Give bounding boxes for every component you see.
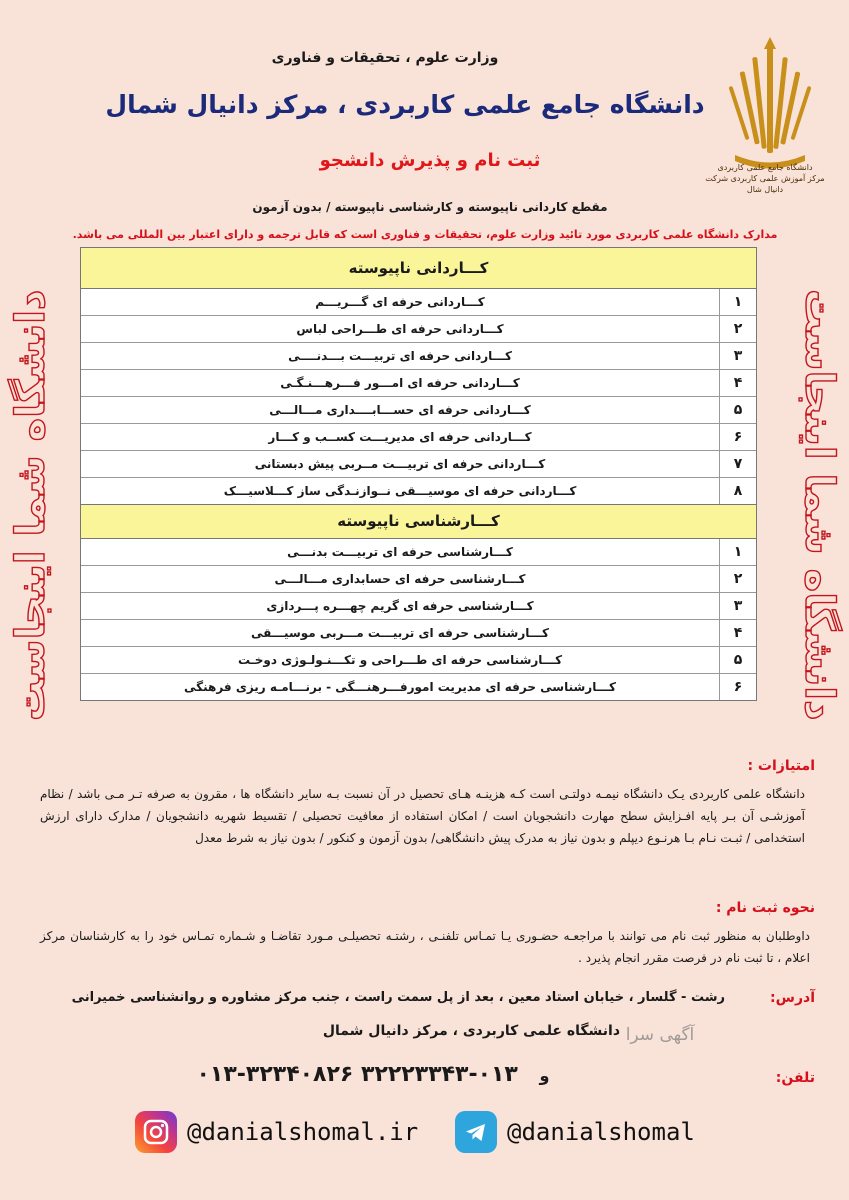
course-name: کـــارشناسی حرفه ای تربیـــت مـــربی موسیـــقی xyxy=(250,626,550,640)
table-row xyxy=(81,539,756,566)
bachelor-rows xyxy=(81,539,756,700)
table-row xyxy=(81,620,756,647)
row-number: ۴ xyxy=(719,620,756,646)
table-row xyxy=(81,289,756,316)
row-number: ۴ xyxy=(719,370,756,396)
phone-label: تلفن: xyxy=(775,1070,815,1086)
course-name: کـــارشناسی حرفه ای تربیـــت بدنـــی xyxy=(287,545,513,559)
instagram-icon xyxy=(135,1111,177,1153)
registration-method-text: داوطلبان به منظور ثبت نام می توانند با مراجعـه حضـوری یـا تمـاس تلفنـی ، رشتـه تحصیلـی مـورد تقاضـا و شـماره تمـاس خود را به کارشناسان مرکز اعلام ، تا ثبت نام در فرصت مقرر انجام پذیرد . xyxy=(40,929,810,965)
address-line2: دانشگاه علمی کاربردی ، مرکز دانیال شمال xyxy=(322,1023,620,1039)
course-name: کـــاردانی حرفه ای طـــراحی لباس xyxy=(296,322,504,336)
advantages-heading: امتیازات : xyxy=(747,758,815,774)
university-title: دانشگاه جامع علمی کاربردی ، مرکز دانیال شمال xyxy=(105,90,705,119)
row-number: ۱ xyxy=(719,289,756,315)
row-number: ۸ xyxy=(719,478,756,504)
row-number: ۳ xyxy=(719,343,756,369)
table-row xyxy=(81,566,756,593)
course-name: کـــاردانی حرفه ای امـــور فـــرهـــنـگـی xyxy=(280,376,520,390)
row-number: ۱ xyxy=(719,539,756,565)
phone-and: و xyxy=(539,1066,550,1085)
logo-caption xyxy=(705,162,825,195)
telegram-handle: @danialshomal xyxy=(507,1118,695,1146)
table-row xyxy=(81,370,756,397)
table-row xyxy=(81,593,756,620)
course-name: کـــارشناسی حرفه ای گریم چهـــره پـــردازی xyxy=(266,599,534,613)
course-name: کـــارشناسی حرفه ای حسابداری مـــالـــی xyxy=(274,572,526,586)
row-number: ۳ xyxy=(719,593,756,619)
row-number: ۷ xyxy=(719,451,756,477)
row-number: ۶ xyxy=(719,424,756,450)
course-name: کـــاردانی حرفه ای حســـابــــداری مـــالـــی xyxy=(269,403,531,417)
course-name: کـــاردانی حرفه ای گـــریـــم xyxy=(315,295,485,309)
side-slogan-right: دانشگاه شما اینجاست xyxy=(796,289,842,721)
table-row xyxy=(81,424,756,451)
row-number: ۶ xyxy=(719,674,756,700)
instagram-link[interactable] xyxy=(135,1108,425,1156)
validity-notice: مدارک دانشگاه علمی کاربردی مورد تائید وزارت علوم، تحقیقات و فناوری است که قابل ترجمه و دارای اعتبار بین المللی می باشد. xyxy=(72,228,778,241)
ministry-title: وزارت علوم ، تحقیقات و فناوری xyxy=(271,50,499,66)
table-row xyxy=(81,647,756,674)
course-name: کـــاردانی حرفه ای تربیـــت مــربی پیش دبستانی xyxy=(254,457,546,471)
table-row xyxy=(81,451,756,478)
table-row xyxy=(81,674,756,700)
course-name: کـــاردانی حرفه ای مدیریـــت کســب و کـــار xyxy=(268,430,532,444)
table-row xyxy=(81,316,756,343)
phone-number-1[interactable]: ۰۱۳-۳۲۲۲۳۳۴۳ xyxy=(361,1062,518,1087)
phone-number-2[interactable]: ۰۱۳-۳۲۳۴۰۸۲۶ xyxy=(196,1062,354,1087)
side-slogan-left: دانشگاه شما اینجاست xyxy=(8,289,54,721)
row-number: ۵ xyxy=(719,647,756,673)
instagram-handle: @danialshomal.ir xyxy=(187,1118,419,1146)
telegram-icon xyxy=(455,1111,497,1153)
associate-rows xyxy=(81,289,756,504)
advantages-text: دانشگاه علمی کاربردی یـک دانشگاه نیمـه دولتـی است کـه هزینـه هـای تحصیل در آن نسبت بـه سایر دانشگاه ها ، مقرون به صرفه تـر مـی باشد / نظام آموزشـی آن بـر پایه افـزایش سطح مهارت دانشجویان است / امکان استفاده از معافیت تحصیلی / تقسیط شهریه دانشجویان / مدارک دارای ارزش استخدامی / ثبـت نـام بـا هرنـوع دیپلم و بدون نیاز به مدرک پیش دانشگاهی/ بدون آزمون و کنکور / بدون نیاز به شرط معدل xyxy=(40,787,805,845)
table-row xyxy=(81,478,756,504)
course-name: کـــاردانی حرفه ای موسیـــقی نــوازنـدگی ساز کـــلاسیـــک xyxy=(223,484,577,498)
address-line1: رشت - گلسار ، خیابان استاد معین ، بعد از پل سمت راست ، جنب مرکز مشاوره و روانشناسی خمیرانی xyxy=(71,990,725,1005)
section-header-associate: کـــاردانی ناپیوسته xyxy=(81,248,756,289)
logo-caption-line1: دانشگاه جامع علمی کاربردی xyxy=(717,163,813,172)
registration-title: ثبت نام و پذیرش دانشجو xyxy=(319,150,541,171)
telegram-link[interactable] xyxy=(455,1108,715,1156)
table-row xyxy=(81,343,756,370)
levels-subtitle: مقطع کاردانی ناپیوسته و کارشناسی ناپیوسته / بدون آزمون xyxy=(252,200,608,214)
row-number: ۲ xyxy=(719,566,756,592)
phone-numbers xyxy=(170,1062,590,1087)
logo-caption-line2: مرکز آموزش علمی کاربردی شرکت دانیال شال xyxy=(705,174,825,194)
watermark: آگهی سرا xyxy=(625,1025,695,1045)
registration-method-heading: نحوه ثبت نام : xyxy=(715,900,815,916)
row-number: ۲ xyxy=(719,316,756,342)
row-number: ۵ xyxy=(719,397,756,423)
course-name: کـــارشناسی حرفه ای مدیریت امورفـــرهنـــگی - برنـــامـه ریزی فرهنگی xyxy=(183,680,617,694)
course-name: کـــارشناسی حرفه ای طـــراحی و تکـــنـولـوژی دوخـت xyxy=(237,653,563,667)
address-label: آدرس: xyxy=(770,990,815,1006)
course-name: کـــاردانی حرفه ای تربیـــت بـــدنــــی xyxy=(288,349,512,363)
section-header-bachelor: کـــارشناسی ناپیوسته xyxy=(81,504,756,539)
course-table xyxy=(80,247,757,701)
table-row xyxy=(81,397,756,424)
